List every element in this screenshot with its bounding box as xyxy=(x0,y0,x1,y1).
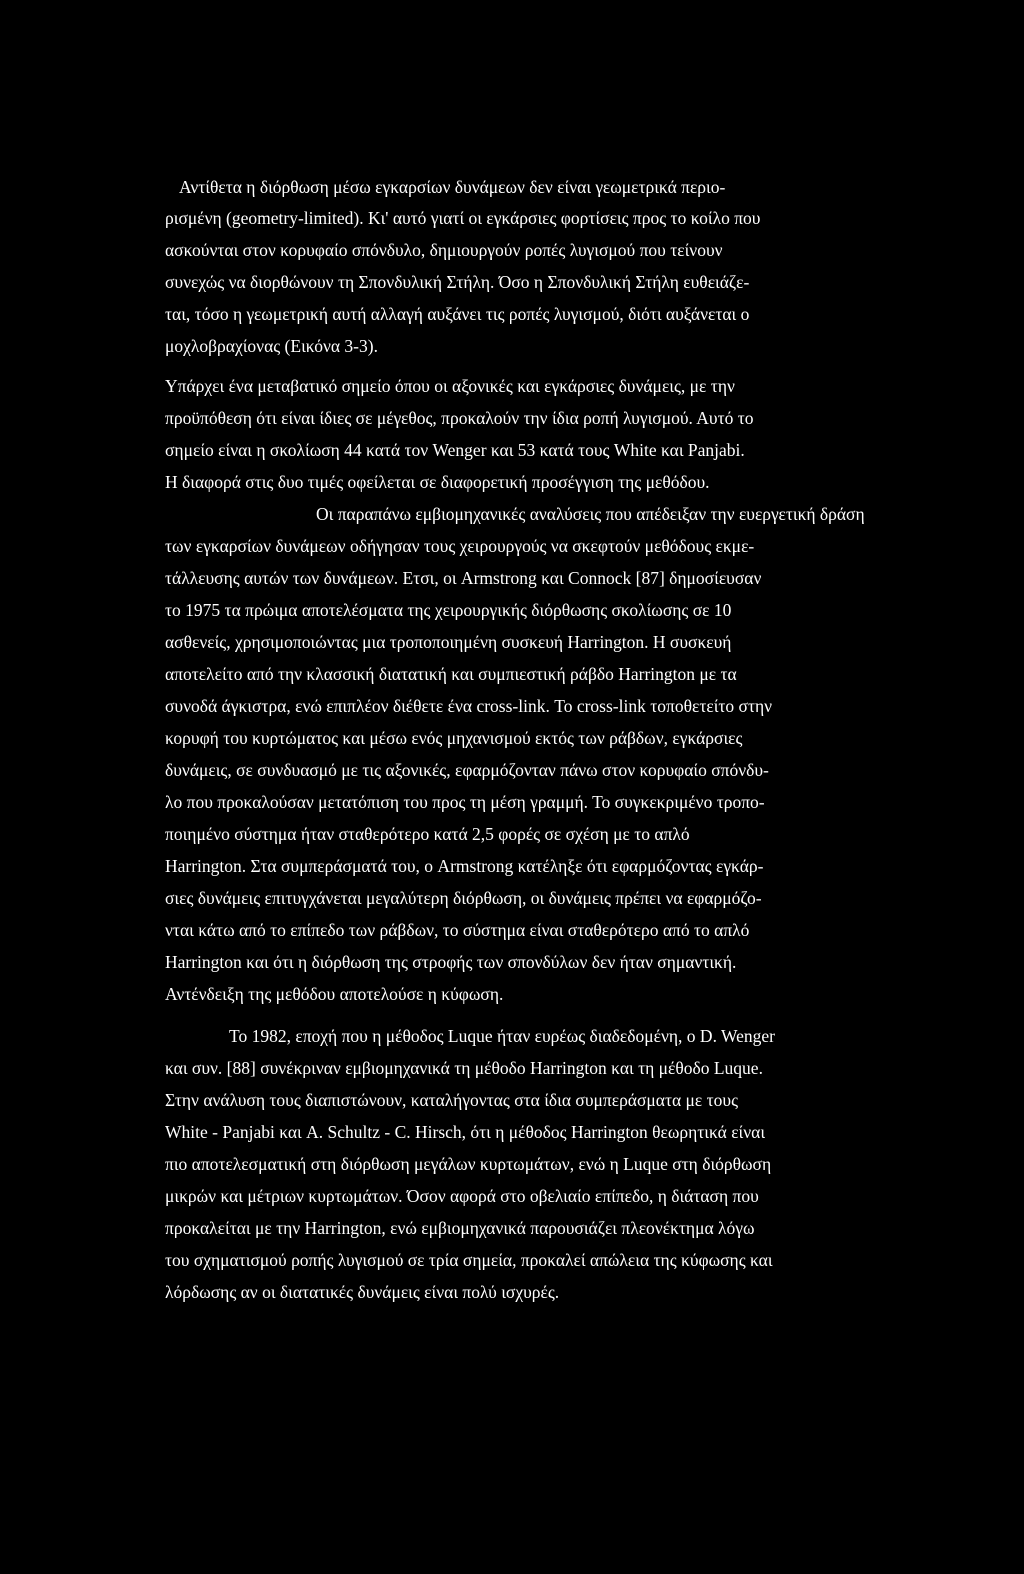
text-line: White - Panjabi και A. Schultz - C. Hirsch, ότι η μέθοδος Harrington θεωρητικά είναι xyxy=(165,1122,766,1142)
text-line: κορυφή του κυρτώματος και μέσω ενός μηχανισμού εκτός των ράβδων, εγκάρσιες xyxy=(165,728,743,748)
text-line: σιες δυνάμεις επιτυγχάνεται μεγαλύτερη διόρθωση, οι δυνάμεις πρέπει να εφαρμόζο- xyxy=(165,888,762,908)
text-line: προϋπόθεση ότι είναι ίδιες σε μέγεθος, προκαλούν την ίδια ροπή λυγισμού. Αυτό το xyxy=(165,408,754,428)
text-line: Το 1982, εποχή που η μέθοδος Luque ήταν ευρέως διαδεδομένη, ο D. Wenger xyxy=(229,1026,775,1046)
text-line: ται, τόσο η γεωμετρική αυτή αλλαγή αυξάνει τις ροπές λυγισμού, διότι αυξάνεται ο xyxy=(165,304,750,324)
text-line: συνεχώς να διορθώνουν τη Σπονδυλική Στήλη. Όσο η Σπονδυλική Στήλη ευθειάζε- xyxy=(165,272,750,292)
text-line: πιο αποτελεσματική στη διόρθωση μεγάλων κυρτωμάτων, ενώ η Luque στη διόρθωση xyxy=(165,1154,772,1174)
text-line: Η διαφορά στις δυο τιμές οφείλεται σε διαφορετική προσέγγιση της μεθόδου. xyxy=(165,472,710,492)
text-line: ρισμένη (geometry-limited). Κι' αυτό γιατί οι εγκάρσιες φορτίσεις προς το κοίλο που xyxy=(165,208,761,228)
text-line: του σχηματισμού ροπής λυγισμού σε τρία σημεία, προκαλεί απώλεια της κύφωσης και xyxy=(165,1250,773,1270)
text-line: προκαλείται με την Harrington, ενώ εμβιομηχανικά παρουσιάζει πλεονέκτημα λόγω xyxy=(165,1218,755,1238)
text-line: και συν. [88] συνέκριναν εμβιομηχανικά τη μέθοδο Harrington και τη μέθοδο Luque. xyxy=(165,1058,763,1078)
text-line: ασθενείς, χρησιμοποιώντας μια τροποποιημένη συσκευή Harrington. Η συσκευή xyxy=(165,632,732,652)
text-line: ποιημένο σύστημα ήταν σταθερότερο κατά 2,5 φορές σε σχέση με το απλό xyxy=(165,824,690,844)
text-line: λο που προκαλούσαν μετατόπιση του προς τη μέση γραμμή. Το συγκεκριμένο τροπο- xyxy=(165,792,765,812)
text-line: Οι παραπάνω εμβιομηχανικές αναλύσεις που απέδειξαν την ευεργετική δράση xyxy=(316,504,865,524)
text-line: μοχλοβραχίονας (Εικόνα 3-3). xyxy=(165,336,378,356)
text-line: νται κάτω από το επίπεδο των ράβδων, το σύστημα είναι σταθερότερο από το απλό xyxy=(165,920,750,940)
text-line: λόρδωσης αν οι διατατικές δυνάμεις είναι πολύ ισχυρές. xyxy=(165,1282,560,1302)
text-line: το 1975 τα πρώιμα αποτελέσματα της χειρουργικής διόρθωσης σκολίωσης σε 10 xyxy=(165,600,732,620)
text-line: Harrington και ότι η διόρθωση της στροφής των σπονδύλων δεν ήταν σημαντική. xyxy=(165,952,737,972)
text-line: ασκούνται στον κορυφαίο σπόνδυλο, δημιουργούν ροπές λυγισμού που τείνουν xyxy=(165,240,723,260)
text-line: Στην ανάλυση τους διαπιστώνουν, καταλήγοντας στα ίδια συμπεράσματα με τους xyxy=(165,1090,739,1110)
text-line: Αντίθετα η διόρθωση μέσω εγκαρσίων δυνάμεων δεν είναι γεωμετρικά περιο- xyxy=(179,177,726,197)
text-line: των εγκαρσίων δυνάμεων οδήγησαν τους χειρουργούς να σκεφτούν μεθόδους εκμε- xyxy=(165,536,755,556)
text-line: δυνάμεις, σε συνδυασμό με τις αξονικές, εφαρμόζονταν πάνω στον κορυφαίο σπόνδυ- xyxy=(165,760,769,780)
text-line: συνοδά άγκιστρα, ενώ επιπλέον διέθετε ένα cross-link. Το cross-link τοποθετείτο στην xyxy=(165,696,773,716)
text-line: αποτελείτο από την κλασσική διατατική και συμπιεστική ράβδο Harrington με τα xyxy=(165,664,737,684)
text-line: μικρών και μέτριων κυρτωμάτων. Όσον αφορά στο οβελιαίο επίπεδο, η διάταση που xyxy=(165,1186,759,1206)
text-line: Αντένδειξη της μεθόδου αποτελούσε η κύφωση. xyxy=(165,984,504,1004)
text-line: Harrington. Στα συμπεράσματά του, ο Armstrong κατέληξε ότι εφαρμόζοντας εγκάρ- xyxy=(165,856,764,876)
text-line: σημείο είναι η σκολίωση 44 κατά τον Wenger και 53 κατά τους White και Panjabi. xyxy=(165,440,745,460)
text-line: Υπάρχει ένα μεταβατικό σημείο όπου οι αξονικές και εγκάρσιες δυνάμεις, με την xyxy=(165,376,735,396)
text-line: τάλλευσης αυτών των δυνάμεων. Ετσι, οι Armstrong και Connock [87] δημοσίευσαν xyxy=(165,568,762,588)
